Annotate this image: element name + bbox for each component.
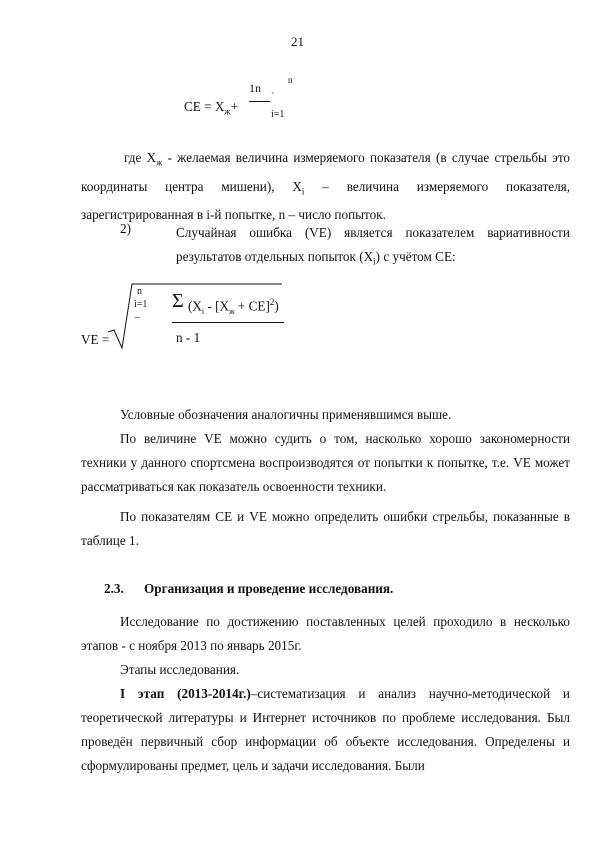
formula-ve-fraction-line bbox=[172, 322, 284, 323]
formula-ve-underscore: – bbox=[135, 312, 140, 323]
list-item-text: Случайная ошибка (VE) является показателем вариативности результатов отдельных попыток $(X_i)$ с учётом CE: bbox=[176, 225, 570, 267]
formula-ve-label: VE = bbox=[81, 332, 110, 347]
paragraph-stages-title: Этапы исследования. bbox=[120, 662, 240, 677]
formula-ce-lhs: CE = $X_ж+$ bbox=[184, 99, 239, 117]
formula-ce-fraction-line bbox=[249, 101, 270, 102]
paragraph-conventions: Условные обозначения аналогичны применявшимся выше. bbox=[120, 407, 452, 422]
formula-ce-numerator: 1n bbox=[249, 81, 261, 95]
formula-ve-i1: i=1 bbox=[134, 299, 148, 310]
paragraph-research-stages: Исследование по достижению поставленных целей проходило в несколько этапов - с ноября 2013 по январь 2015г. bbox=[81, 614, 570, 653]
sigma-icon: Σ bbox=[172, 290, 184, 312]
stage-one-label: I этап (2013-2014г.) bbox=[120, 686, 251, 701]
formula-ce-sub-i: i=1 bbox=[271, 109, 285, 120]
paragraph-ve-meaning: По величине VE можно судить о том, насколько хорошо закономерности техники у данного спортсмена воспроизводятся от попытки к попытке, т.е. VE может рассматриваться как показатель освоенности техники. bbox=[81, 431, 570, 494]
formula-ce-sup-n: n bbox=[288, 75, 293, 85]
list-item-number: 2) bbox=[120, 221, 131, 236]
formula-ve-sum-expression: $(X_i - [X_ж + CE]^2)$ bbox=[188, 297, 279, 317]
section-heading bbox=[104, 581, 393, 597]
page-number: 21 bbox=[291, 34, 304, 49]
paragraph-errors: По показателям CE и VE можно определить ошибки стрельбы, показанные в таблице 1. bbox=[81, 509, 570, 548]
formula-ve-denominator: n - 1 bbox=[176, 330, 201, 345]
formula-ve-n: n bbox=[137, 286, 142, 297]
section-title: Организация и проведение исследования. bbox=[144, 581, 394, 596]
definitions-paragraph: где $X_ж$ - желаемая величина измеряемого показателя (в случае стрельбы это координаты центра мишени), $X_i$ – величина измеряемого показателя, зарегистрированная в i-й попытке, n – число попыток. bbox=[81, 150, 571, 223]
formula-ce-tick: ` bbox=[271, 92, 275, 103]
section-number: 2.3. bbox=[104, 581, 124, 596]
paragraph-stage-one: I этап (2013-2014г.)–систематизация и анализ научно-методической и теоретической литературы и Интернет источников по проблеме исследования. Был проведён первичный сбор информации об объекте исследования. Определены и сформулированы предмет, цель и задачи исследования. Были bbox=[81, 686, 570, 773]
